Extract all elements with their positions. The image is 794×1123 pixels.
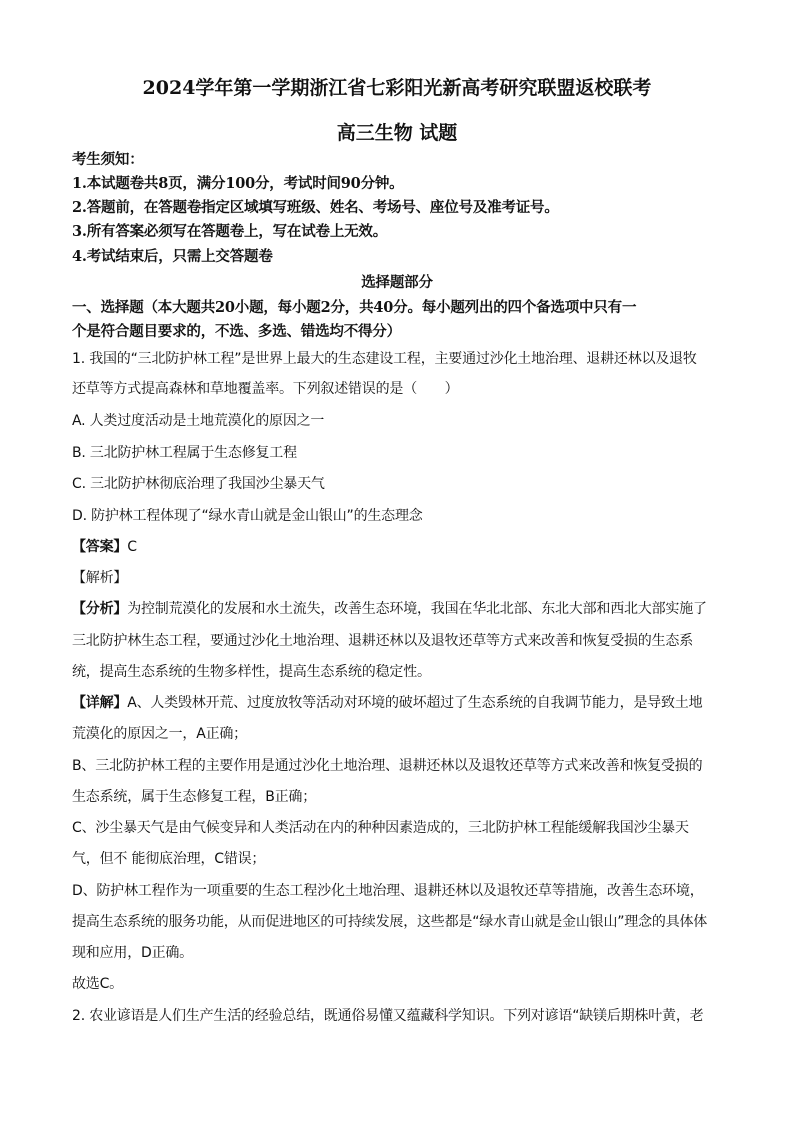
exam-title: 2024学年第一学期浙江省七彩阳光新高考研究联盟返校联考 <box>142 77 652 99</box>
section-intro: 个是符合题目要求的，不选、多选、错选均不得分） <box>72 323 401 340</box>
fenxi-line: 统，提高生态系统的生物多样性，提高生态系统的稳定性。 <box>72 664 431 680</box>
detail-line: 荒漠化的原因之一，A正确； <box>72 726 247 742</box>
notice-item: 3.所有答案必须写在答题卷上，写在试卷上无效。 <box>72 223 388 240</box>
exam-subtitle: 高三生物 试题 <box>336 122 458 144</box>
question-stem: 1. 我国的“三北防护林工程”是世界上最大的生态建设工程，主要通过沙化土地治理、退耕还林以及退牧 <box>72 351 697 367</box>
option-d: D. 防护林工程体现了“绿水青山就是金山银山”的生态理念 <box>72 508 423 524</box>
detail-line: 生态系统，属于生态修复工程，B正确； <box>72 789 317 805</box>
answer-tag: 【答案】 <box>72 539 128 555</box>
detail-line: C、沙尘暴天气是由气候变异和人类活动在内的种种因素造成的，三北防护林工程能缓解我国沙尘暴天 <box>72 820 689 836</box>
fenxi-tag: 【分析】 <box>72 601 128 617</box>
section-name: 选择题部分 <box>361 274 433 291</box>
detail-line: B、三北防护林工程的主要作用是通过沙化土地治理、退耕还林以及退牧还草等方式来改善和恢复受损的 <box>72 758 703 774</box>
fenxi-line: 三北防护林生态工程，要通过沙化土地治理、退耕还林以及退牧还草等方式来改善和恢复受损的生态系 <box>72 633 693 649</box>
detail-line: 现和应用，D正确。 <box>72 945 193 961</box>
section-intro: 一、选择题（本大题共20小题，每小题2分，共40分。每小题列出的四个备选项中只有一 <box>72 299 637 316</box>
option-b: B. 三北防护林工程属于生态修复工程 <box>72 445 297 461</box>
question-stem: 还草等方式提高森林和草地覆盖率。下列叙述错误的是（ ） <box>72 381 459 397</box>
question-stem: 2. 农业谚语是人们生产生活的经验总结，既通俗易懂又蕴藏科学知识。下列对谚语“缺镁后期株叶黄，老 <box>72 1008 704 1024</box>
conclusion: 故选C。 <box>72 976 123 992</box>
fenxi-line <box>72 598 707 618</box>
notice-item: 4.考试结束后，只需上交答题卷 <box>72 248 273 265</box>
analysis-tag: 【解析】 <box>72 570 128 586</box>
notice-item: 1.本试题卷共8页，满分100分，考试时间90分钟。 <box>72 175 404 192</box>
detail-tag: 【详解】 <box>72 695 128 711</box>
notice-item: 2.答题前，在答题卷指定区域填写班级、姓名、考场号、座位号及准考证号。 <box>72 199 559 216</box>
detail-text: A、人类毁林开荒、过度放牧等活动对环境的破坏超过了生态系统的自我调节能力，是导致土地 <box>127 695 703 711</box>
detail-line: D、防护林工程作为一项重要的生态工程沙化土地治理、退耕还林以及退牧还草等措施，改善生态环境， <box>72 883 704 899</box>
detail-line: 提高生态系统的服务功能，从而促进地区的可持续发展，这些都是“绿水青山就是金山银山”理念的具体体 <box>72 914 708 930</box>
detail-line <box>72 692 702 712</box>
answer-value: C <box>127 539 137 555</box>
notice-heading: 考生须知： <box>72 151 144 168</box>
detail-line: 气，但不 能彻底治理，C错误； <box>72 851 266 867</box>
option-c: C. 三北防护林彻底治理了我国沙尘暴天气 <box>72 476 325 492</box>
fenxi-text: 为控制荒漠化的发展和水土流失，改善生态环境，我国在华北北部、东北大部和西北大部实施了 <box>127 601 707 617</box>
answer-line <box>72 536 137 556</box>
option-a: A. 人类过度活动是土地荒漠化的原因之一 <box>72 413 325 429</box>
